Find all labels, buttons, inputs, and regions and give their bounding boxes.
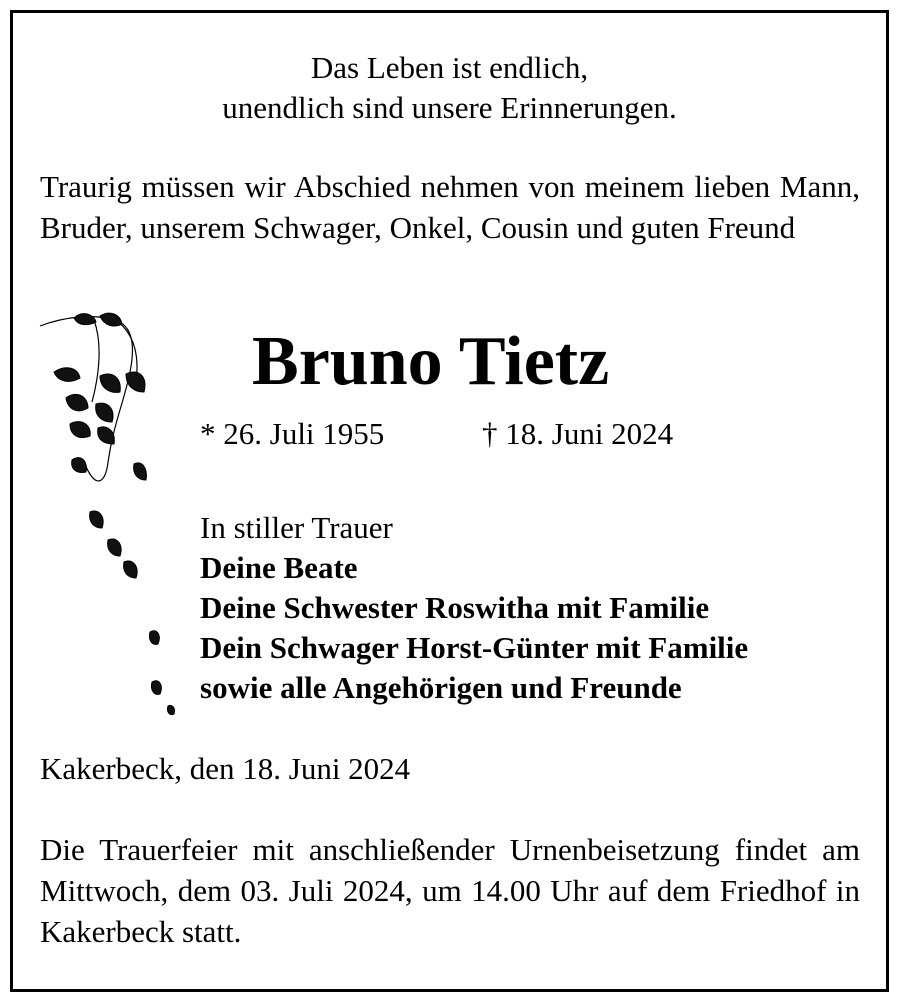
intro-text: Traurig müssen wir Abschied nehmen von meinem lieben Mann, Bruder, unserem Schwager, Onkel, Cousin und guten Freund [40,169,860,245]
death-date: † 18. Juni 2024 [482,416,674,451]
mourner-name: Deine Beate [200,550,358,585]
leaf-branch-icon [36,312,186,722]
motto-line-2: unendlich sind unsere Erinnerungen. [222,90,677,125]
ceremony-text: Die Trauerfeier mit anschließender Urnenbeisetzung findet am Mittwoch, dem 03. Juli 2024, um 14.00 Uhr auf dem Friedhof in Kakerbeck statt. [40,832,860,949]
place-and-date: Kakerbeck, den 18. Juni 2024 [40,751,411,786]
mourner-name: Dein Schwager Horst-Günter mit Familie [200,630,749,665]
motto-line-1: Das Leben ist endlich, [310,50,589,85]
mourners-heading: In stiller Trauer [200,510,393,545]
mourner-name: Deine Schwester Roswitha mit Familie [200,590,710,625]
deceased-name: Bruno Tietz [252,323,610,400]
mourner-name: sowie alle Angehörigen und Freunde [200,670,682,705]
birth-date: * 26. Juli 1955 [200,416,385,451]
